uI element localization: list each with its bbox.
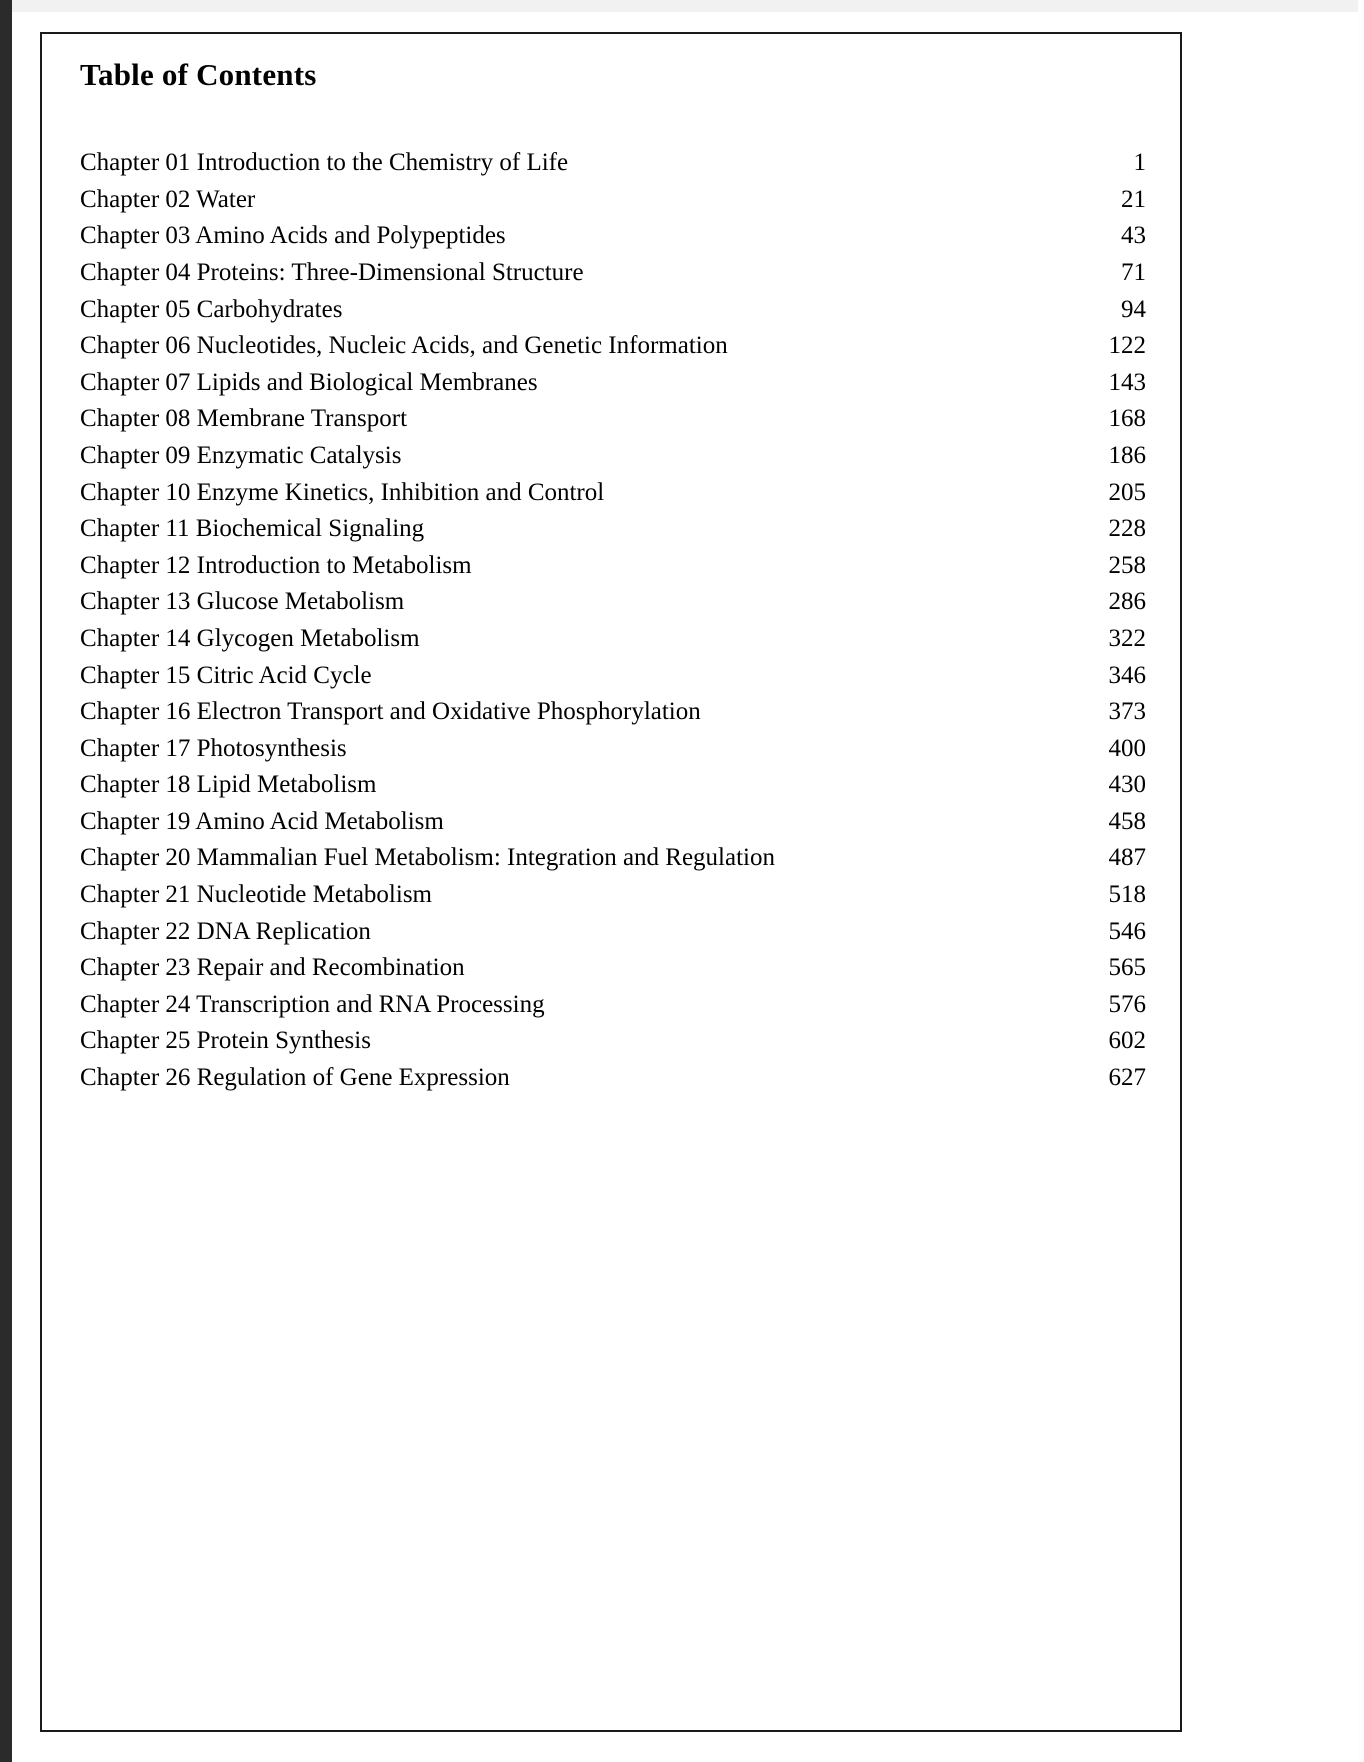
toc-entry-label: Chapter 04 Proteins: Three-Dimensional Structure <box>80 258 584 286</box>
toc-entry-label: Chapter 18 Lipid Metabolism <box>80 771 377 799</box>
toc-entry-label: Chapter 24 Transcription and RNA Processing <box>80 990 545 1018</box>
toc-entry[interactable] <box>80 950 1146 987</box>
scan-top-margin <box>0 0 1364 12</box>
toc-entry-page-number: 228 <box>1108 515 1146 543</box>
toc-entry-page-number: 122 <box>1108 332 1146 360</box>
toc-entry-label: Chapter 05 Carbohydrates <box>80 295 343 323</box>
toc-entry[interactable] <box>80 511 1146 548</box>
table-of-contents-list <box>80 145 1146 1096</box>
toc-entry-label: Chapter 13 Glucose Metabolism <box>80 588 405 616</box>
toc-entry-page-number: 565 <box>1108 954 1146 982</box>
toc-entry-page-number: 546 <box>1108 917 1146 945</box>
scan-left-edge <box>0 0 12 1762</box>
toc-entry-page-number: 168 <box>1108 405 1146 433</box>
toc-entry-page-number: 322 <box>1108 624 1146 652</box>
toc-entry-page-number: 205 <box>1108 478 1146 506</box>
toc-entry-page-number: 71 <box>1121 258 1146 286</box>
toc-entry-page-number: 43 <box>1121 222 1146 250</box>
toc-entry[interactable] <box>80 877 1146 914</box>
toc-entry-page-number: 143 <box>1108 368 1146 396</box>
toc-entry-label: Chapter 23 Repair and Recombination <box>80 954 465 982</box>
toc-entry[interactable] <box>80 145 1146 182</box>
toc-entry-page-number: 602 <box>1108 1027 1146 1055</box>
document-page <box>40 32 1182 1732</box>
toc-entry[interactable] <box>80 401 1146 438</box>
toc-entry[interactable] <box>80 218 1146 255</box>
toc-entry[interactable] <box>80 182 1146 219</box>
toc-entry-label: Chapter 17 Photosynthesis <box>80 734 347 762</box>
toc-entry-label: Chapter 11 Biochemical Signaling <box>80 515 425 543</box>
toc-entry-page-number: 21 <box>1121 185 1146 213</box>
toc-entry-label: Chapter 09 Enzymatic Catalysis <box>80 441 402 469</box>
toc-entry[interactable] <box>80 731 1146 768</box>
toc-entry-page-number: 286 <box>1108 588 1146 616</box>
toc-entry[interactable] <box>80 255 1146 292</box>
toc-entry[interactable] <box>80 987 1146 1024</box>
toc-entry[interactable] <box>80 804 1146 841</box>
toc-entry[interactable] <box>80 438 1146 475</box>
toc-entry-label: Chapter 02 Water <box>80 185 256 213</box>
toc-entry-label: Chapter 19 Amino Acid Metabolism <box>80 807 444 835</box>
toc-entry-label: Chapter 08 Membrane Transport <box>80 405 408 433</box>
toc-entry-label: Chapter 26 Regulation of Gene Expression <box>80 1064 510 1092</box>
toc-entry-page-number: 346 <box>1108 661 1146 689</box>
toc-entry[interactable] <box>80 658 1146 695</box>
toc-entry-page-number: 1 <box>1133 149 1146 177</box>
toc-entry-label: Chapter 03 Amino Acids and Polypeptides <box>80 222 506 250</box>
toc-entry-page-number: 400 <box>1108 734 1146 762</box>
toc-entry-page-number: 458 <box>1108 807 1146 835</box>
toc-entry-page-number: 487 <box>1108 844 1146 872</box>
toc-entry-label: Chapter 14 Glycogen Metabolism <box>80 624 420 652</box>
toc-entry-label: Chapter 25 Protein Synthesis <box>80 1027 371 1055</box>
toc-entry-page-number: 94 <box>1121 295 1146 323</box>
toc-entry-label: Chapter 10 Enzyme Kinetics, Inhibition and Control <box>80 478 605 506</box>
page-title: Table of Contents <box>80 57 317 92</box>
toc-entry[interactable] <box>80 365 1146 402</box>
toc-entry-page-number: 258 <box>1108 551 1146 579</box>
toc-entry-label: Chapter 12 Introduction to Metabolism <box>80 551 472 579</box>
toc-entry[interactable] <box>80 694 1146 731</box>
toc-entry[interactable] <box>80 548 1146 585</box>
toc-entry-label: Chapter 22 DNA Replication <box>80 917 371 945</box>
toc-entry[interactable] <box>80 1023 1146 1060</box>
page-content-area <box>80 56 1146 1097</box>
toc-entry-label: Chapter 01 Introduction to the Chemistry of Life <box>80 149 569 177</box>
toc-entry[interactable] <box>80 475 1146 512</box>
toc-entry[interactable] <box>80 584 1146 621</box>
toc-entry-page-number: 186 <box>1108 441 1146 469</box>
toc-entry-label: Chapter 21 Nucleotide Metabolism <box>80 881 433 909</box>
toc-entry-label: Chapter 20 Mammalian Fuel Metabolism: Integration and Regulation <box>80 844 775 872</box>
toc-entry-label: Chapter 06 Nucleotides, Nucleic Acids, and Genetic Information <box>80 332 728 360</box>
toc-entry-page-number: 576 <box>1108 990 1146 1018</box>
toc-entry[interactable] <box>80 840 1146 877</box>
scan-right-margin <box>1358 0 1364 1762</box>
toc-entry-label: Chapter 16 Electron Transport and Oxidative Phosphorylation <box>80 698 701 726</box>
toc-entry[interactable] <box>80 328 1146 365</box>
toc-entry-page-number: 430 <box>1108 771 1146 799</box>
toc-entry-page-number: 627 <box>1108 1064 1146 1092</box>
toc-entry-label: Chapter 15 Citric Acid Cycle <box>80 661 372 689</box>
toc-entry[interactable] <box>80 914 1146 951</box>
toc-entry[interactable] <box>80 1060 1146 1097</box>
toc-entry[interactable] <box>80 767 1146 804</box>
toc-entry-page-number: 373 <box>1108 698 1146 726</box>
toc-entry[interactable] <box>80 621 1146 658</box>
toc-entry-label: Chapter 07 Lipids and Biological Membranes <box>80 368 538 396</box>
toc-entry[interactable] <box>80 292 1146 329</box>
toc-entry-page-number: 518 <box>1108 881 1146 909</box>
